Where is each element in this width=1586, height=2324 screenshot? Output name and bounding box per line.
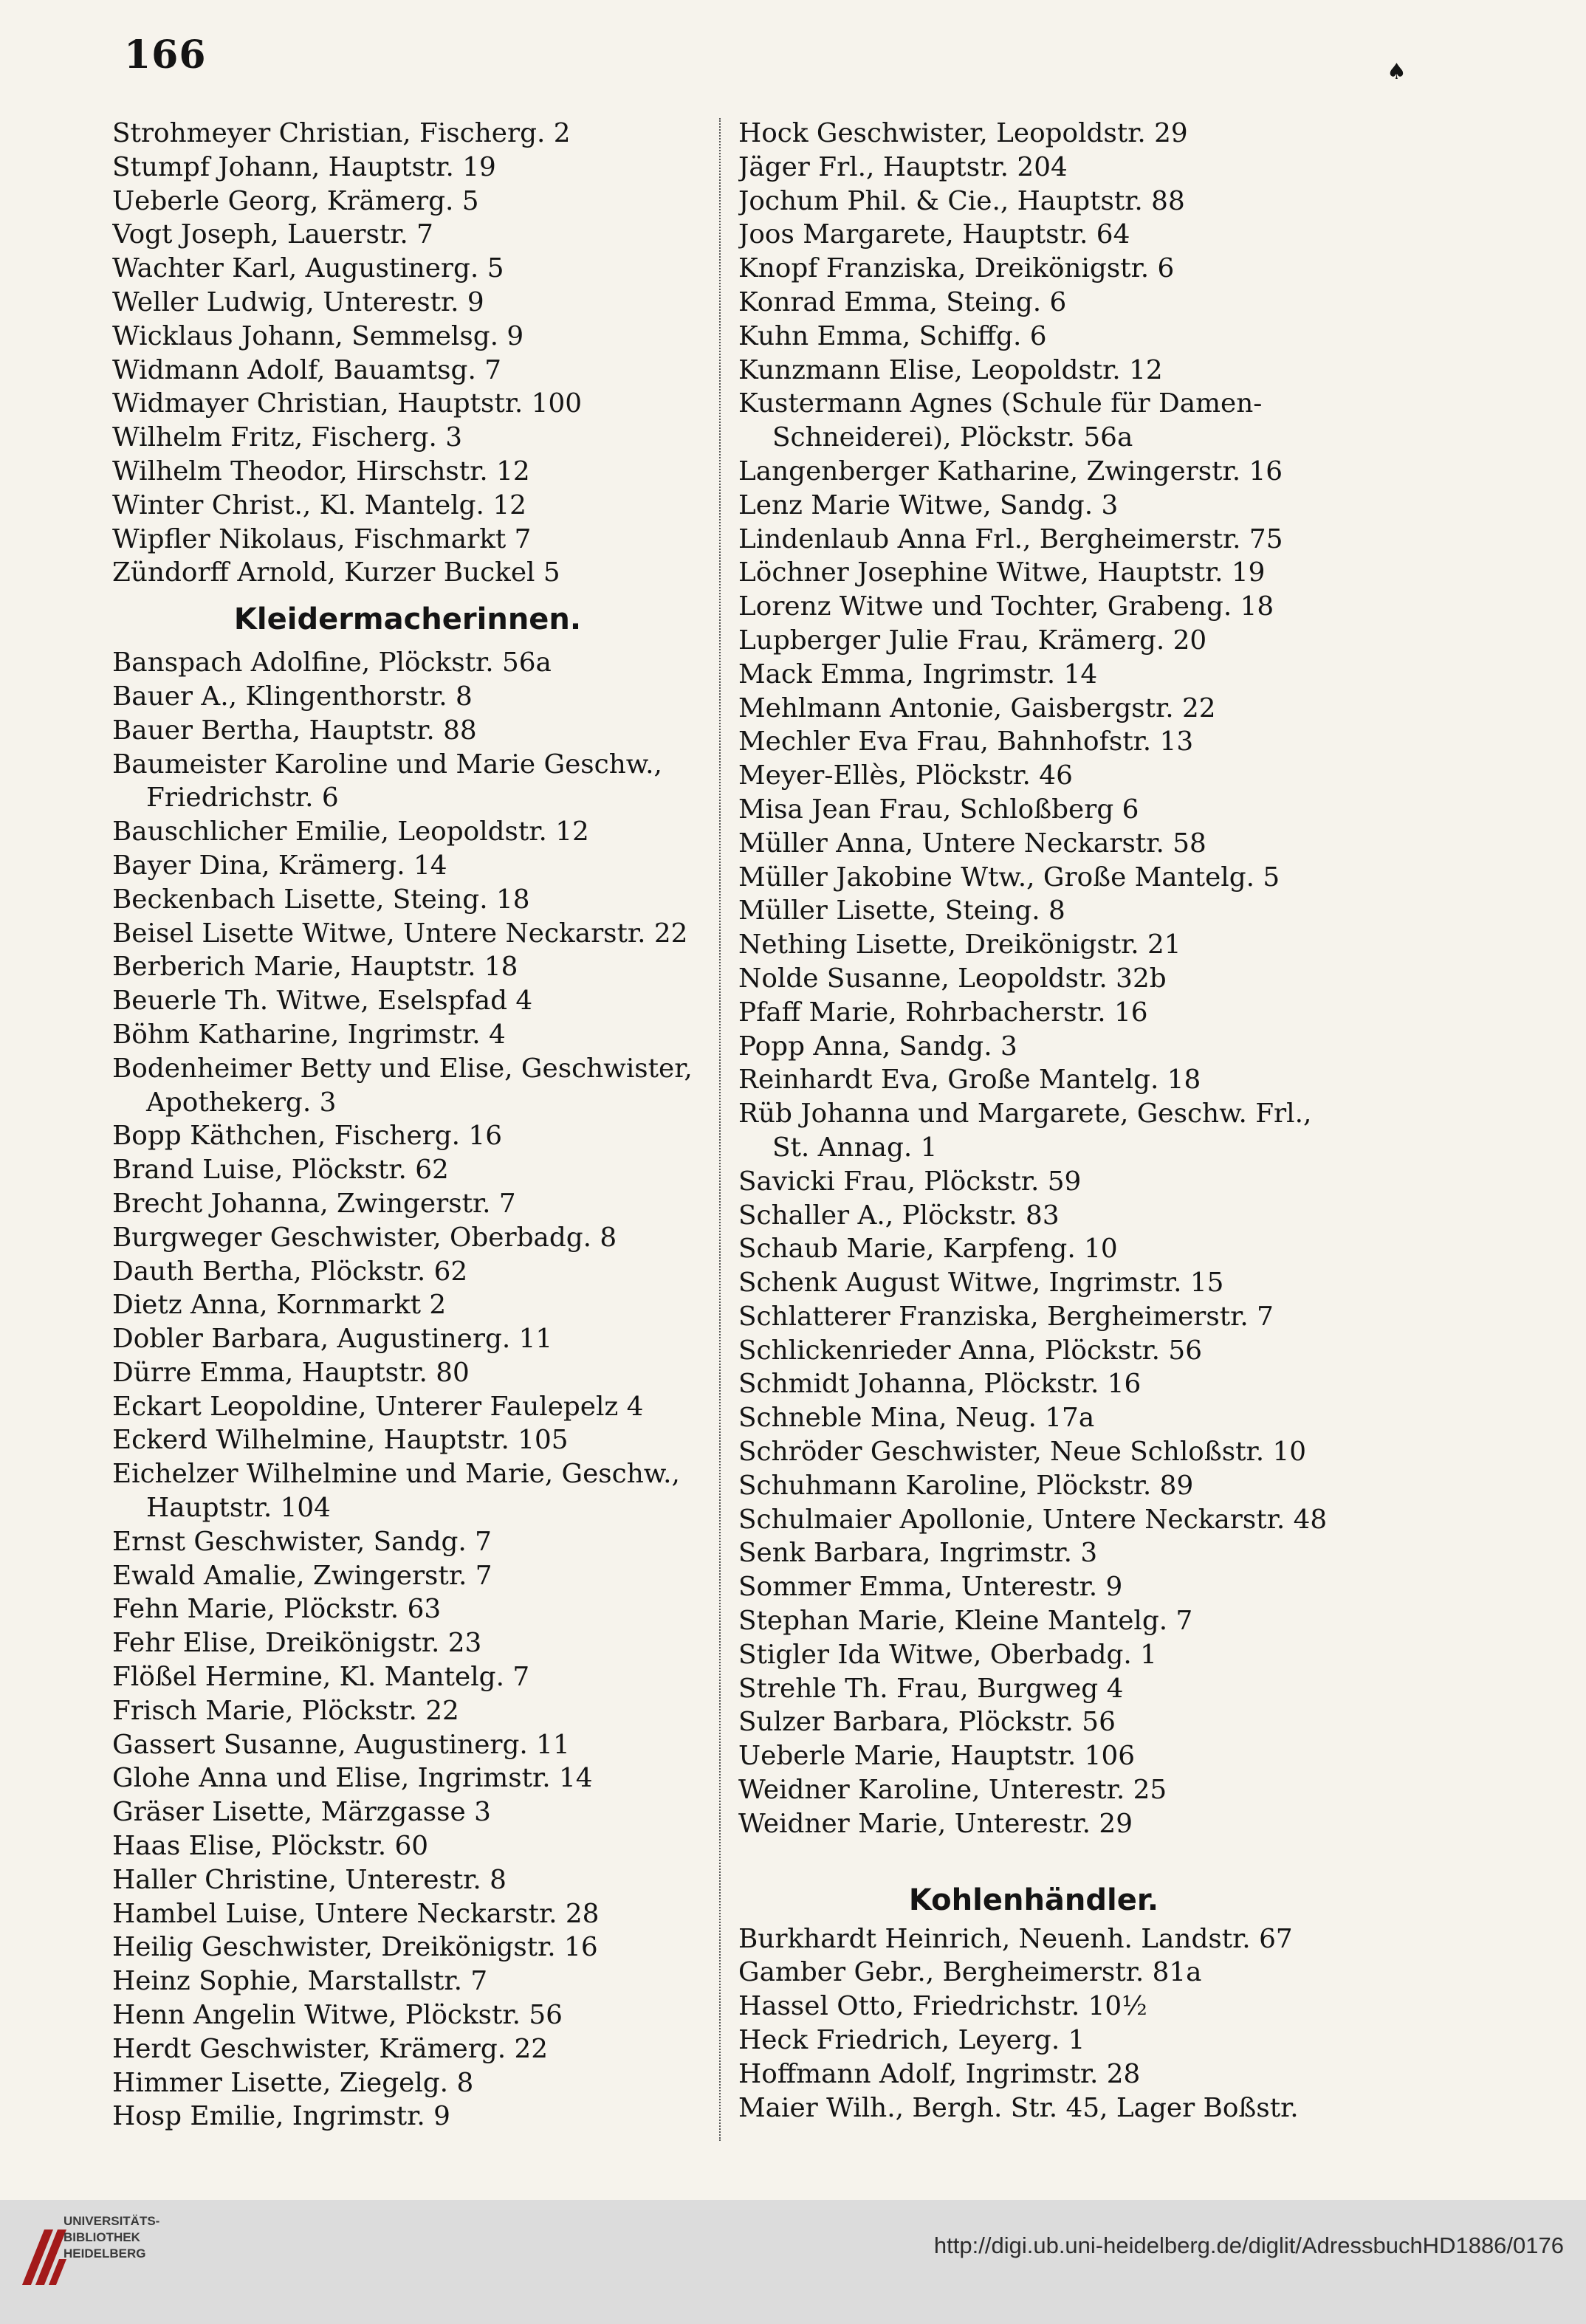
library-name bbox=[63, 2213, 159, 2262]
directory-entry: Beisel Lisette Witwe, Untere Neckarstr. 22 bbox=[112, 918, 688, 949]
directory-entry: Gamber Gebr., Bergheimerstr. 81a bbox=[738, 1957, 1202, 1988]
directory-entry: Fehn Marie, Plöckstr. 63 bbox=[112, 1594, 442, 1625]
directory-entry: Kunzmann Elise, Leopoldstr. 12 bbox=[738, 354, 1163, 385]
directory-entry: Stigler Ida Witwe, Oberbadg. 1 bbox=[738, 1639, 1157, 1670]
library-name-line-3: HEIDELBERG bbox=[63, 2246, 146, 2261]
directory-entry: Banspach Adolfine, Plöckstr. 56a bbox=[112, 647, 552, 678]
directory-entry: Knopf Franziska, Dreikönigstr. 6 bbox=[738, 253, 1175, 284]
directory-entry: Weller Ludwig, Unterestr. 9 bbox=[112, 286, 484, 317]
directory-entry: Joos Margarete, Hauptstr. 64 bbox=[738, 219, 1130, 250]
directory-entry-continuation: Hauptstr. 104 bbox=[146, 1493, 331, 1524]
directory-entry: Stephan Marie, Kleine Mantelg. 7 bbox=[738, 1606, 1193, 1637]
directory-entry: Haas Elise, Plöckstr. 60 bbox=[112, 1831, 429, 1862]
directory-entry: Böhm Katharine, Ingrimstr. 4 bbox=[112, 1019, 506, 1050]
directory-entry: Savicki Frau, Plöckstr. 59 bbox=[738, 1166, 1082, 1197]
directory-entry: Baumeister Karoline und Marie Geschw., bbox=[112, 749, 662, 780]
directory-entry: Frisch Marie, Plöckstr. 22 bbox=[112, 1695, 459, 1726]
directory-entry: Ewald Amalie, Zwingerstr. 7 bbox=[112, 1560, 492, 1591]
directory-entry: Misa Jean Frau, Schloßberg 6 bbox=[738, 794, 1139, 825]
directory-entry: Berberich Marie, Hauptstr. 18 bbox=[112, 952, 518, 983]
directory-entry: Widmann Adolf, Bauamtsg. 7 bbox=[112, 354, 501, 385]
directory-entry: Himmer Lisette, Ziegelg. 8 bbox=[112, 2067, 474, 2098]
directory-entry: Vogt Joseph, Lauerstr. 7 bbox=[112, 219, 433, 250]
library-name-line-2: BIBLIOTHEK bbox=[63, 2230, 140, 2244]
directory-entry: Schaller A., Plöckstr. 83 bbox=[738, 1200, 1060, 1231]
directory-entry: Beckenbach Lisette, Steing. 18 bbox=[112, 884, 530, 915]
directory-entry: Gräser Lisette, Märzgasse 3 bbox=[112, 1797, 491, 1828]
directory-entry: Gassert Susanne, Augustinerg. 11 bbox=[112, 1729, 570, 1760]
directory-entry: Henn Angelin Witwe, Plöckstr. 56 bbox=[112, 2000, 563, 2031]
source-url[interactable]: http://digi.ub.uni-heidelberg.de/diglit/AdressbuchHD1886/0176 bbox=[933, 2232, 1564, 2258]
directory-entry: Bopp Käthchen, Fischerg. 16 bbox=[112, 1121, 502, 1152]
directory-entry: Reinhardt Eva, Große Mantelg. 18 bbox=[738, 1065, 1201, 1096]
directory-entry-continuation: Friedrichstr. 6 bbox=[146, 783, 339, 814]
directory-entry: Nolde Susanne, Leopoldstr. 32b bbox=[738, 963, 1167, 994]
directory-entry: Glohe Anna und Elise, Ingrimstr. 14 bbox=[112, 1763, 593, 1794]
directory-entry: Winter Christ., Kl. Mantelg. 12 bbox=[112, 489, 526, 520]
page-mark: ♠ bbox=[1387, 59, 1407, 85]
directory-entry: Lupberger Julie Frau, Krämerg. 20 bbox=[738, 625, 1207, 656]
library-name-line-1: UNIVERSITÄTS- bbox=[63, 2214, 160, 2228]
directory-entry: Beuerle Th. Witwe, Eselspfad 4 bbox=[112, 986, 533, 1017]
directory-entry: Dürre Emma, Hauptstr. 80 bbox=[112, 1357, 470, 1388]
directory-entry: Hosp Emilie, Ingrimstr. 9 bbox=[112, 2101, 450, 2132]
directory-entry: Jochum Phil. & Cie., Hauptstr. 88 bbox=[738, 185, 1185, 216]
directory-entry: Langenberger Katharine, Zwingerstr. 16 bbox=[738, 455, 1283, 487]
directory-entry: Schlickenrieder Anna, Plöckstr. 56 bbox=[738, 1335, 1202, 1366]
directory-entry: Löchner Josephine Witwe, Hauptstr. 19 bbox=[738, 557, 1266, 588]
directory-entry: Haller Christine, Unterestr. 8 bbox=[112, 1864, 507, 1895]
left-column bbox=[112, 117, 747, 2134]
directory-entry: Eckart Leopoldine, Unterer Faulepelz 4 bbox=[112, 1391, 644, 1422]
directory-entry: Wilhelm Fritz, Fischerg. 3 bbox=[112, 422, 462, 453]
directory-entry: Meyer-Ellès, Plöckstr. 46 bbox=[738, 760, 1073, 791]
directory-entry: Ernst Geschwister, Sandg. 7 bbox=[112, 1526, 492, 1557]
directory-entry: Flößel Hermine, Kl. Mantelg. 7 bbox=[112, 1662, 530, 1693]
directory-entry: Brand Luise, Plöckstr. 62 bbox=[112, 1155, 449, 1186]
directory-entry: Müller Anna, Untere Neckarstr. 58 bbox=[738, 828, 1206, 859]
directory-entry: Hoffmann Adolf, Ingrimstr. 28 bbox=[738, 2058, 1141, 2089]
directory-entry-continuation: St. Annag. 1 bbox=[772, 1132, 938, 1163]
directory-entry: Lenz Marie Witwe, Sandg. 3 bbox=[738, 489, 1119, 520]
directory-entry: Hambel Luise, Untere Neckarstr. 28 bbox=[112, 1898, 600, 1929]
directory-entry: Sulzer Barbara, Plöckstr. 56 bbox=[738, 1707, 1116, 1738]
directory-entry: Heinz Sophie, Marstallstr. 7 bbox=[112, 1966, 488, 1997]
directory-entry: Stumpf Johann, Hauptstr. 19 bbox=[112, 151, 496, 182]
directory-entry: Bayer Dina, Krämerg. 14 bbox=[112, 850, 447, 881]
directory-entry: Schaub Marie, Karpfeng. 10 bbox=[738, 1234, 1118, 1265]
directory-entry: Schenk August Witwe, Ingrimstr. 15 bbox=[738, 1268, 1224, 1299]
directory-entry: Sommer Emma, Unterestr. 9 bbox=[738, 1572, 1123, 1603]
directory-entry: Brecht Johanna, Zwingerstr. 7 bbox=[112, 1188, 516, 1219]
section-heading: Kleidermacherinnen. bbox=[233, 602, 582, 637]
directory-entry: Schneble Mina, Neug. 17a bbox=[738, 1403, 1095, 1434]
directory-entry: Herdt Geschwister, Krämerg. 22 bbox=[112, 2033, 549, 2064]
page-number: 166 bbox=[124, 32, 207, 78]
directory-entry: Jäger Frl., Hauptstr. 204 bbox=[738, 151, 1068, 182]
directory-entry: Eichelzer Wilhelmine und Marie, Geschw., bbox=[112, 1459, 680, 1490]
directory-entry: Weidner Karoline, Unterestr. 25 bbox=[738, 1775, 1167, 1806]
directory-entry: Lindenlaub Anna Frl., Bergheimerstr. 75 bbox=[738, 523, 1283, 554]
directory-entry: Konrad Emma, Steing. 6 bbox=[738, 286, 1067, 317]
directory-entry: Maier Wilh., Bergh. Str. 45, Lager Boßstr. bbox=[738, 2092, 1299, 2123]
directory-entry: Mack Emma, Ingrimstr. 14 bbox=[738, 659, 1098, 690]
directory-entry: Eckerd Wilhelmine, Hauptstr. 105 bbox=[112, 1425, 569, 1456]
directory-entry: Heilig Geschwister, Dreikönigstr. 16 bbox=[112, 1932, 598, 1963]
directory-entry: Wipfler Nikolaus, Fischmarkt 7 bbox=[112, 523, 532, 554]
directory-entry: Popp Anna, Sandg. 3 bbox=[738, 1031, 1017, 1062]
directory-entry: Rüb Johanna und Margarete, Geschw. Frl., bbox=[738, 1099, 1312, 1130]
directory-entry: Bauer A., Klingenthorstr. 8 bbox=[112, 681, 473, 712]
directory-entry: Wicklaus Johann, Semmelsg. 9 bbox=[112, 320, 524, 351]
directory-entry: Weidner Marie, Unterestr. 29 bbox=[738, 1808, 1133, 1839]
directory-entry: Pfaff Marie, Rohrbacherstr. 16 bbox=[738, 997, 1148, 1028]
directory-entry: Wilhelm Theodor, Hirschstr. 12 bbox=[112, 455, 530, 487]
directory-entry: Hassel Otto, Friedrichstr. 10½ bbox=[738, 1991, 1147, 2022]
directory-entry: Schuhmann Karoline, Plöckstr. 89 bbox=[738, 1470, 1194, 1501]
directory-entry: Ueberle Georg, Krämerg. 5 bbox=[112, 185, 479, 216]
directory-entry: Mechler Eva Frau, Bahnhofstr. 13 bbox=[738, 726, 1194, 757]
directory-entry-continuation: Apothekerg. 3 bbox=[146, 1087, 337, 1118]
section-heading: Kohlenhändler. bbox=[908, 1883, 1159, 1917]
directory-entry: Burgweger Geschwister, Oberbadg. 8 bbox=[112, 1222, 617, 1253]
directory-entry: Senk Barbara, Ingrimstr. 3 bbox=[738, 1538, 1098, 1569]
directory-entry: Bauer Bertha, Hauptstr. 88 bbox=[112, 715, 477, 746]
directory-entry: Heck Friedrich, Leyerg. 1 bbox=[738, 2025, 1085, 2056]
directory-entry: Wachter Karl, Augustinerg. 5 bbox=[112, 253, 504, 284]
directory-entry: Bauschlicher Emilie, Leopoldstr. 12 bbox=[112, 817, 589, 848]
directory-entry: Schlatterer Franziska, Bergheimerstr. 7 bbox=[738, 1301, 1274, 1332]
directory-entry: Ueberle Marie, Hauptstr. 106 bbox=[738, 1741, 1136, 1772]
directory-entry: Strohmeyer Christian, Fischerg. 2 bbox=[112, 118, 571, 148]
directory-entry: Zündorff Arnold, Kurzer Buckel 5 bbox=[112, 557, 560, 588]
directory-entry: Schmidt Johanna, Plöckstr. 16 bbox=[738, 1369, 1142, 1400]
column-divider bbox=[719, 118, 721, 2141]
directory-entry: Dauth Bertha, Plöckstr. 62 bbox=[112, 1256, 468, 1287]
directory-entry: Widmayer Christian, Hauptstr. 100 bbox=[112, 388, 583, 419]
directory-entry: Dietz Anna, Kornmarkt 2 bbox=[112, 1290, 447, 1321]
directory-entry: Fehr Elise, Dreikönigstr. 23 bbox=[112, 1628, 482, 1659]
directory-entry: Schröder Geschwister, Neue Schloßstr. 10 bbox=[738, 1437, 1307, 1468]
directory-entry: Burkhardt Heinrich, Neuenh. Landstr. 67 bbox=[738, 1923, 1293, 1954]
directory-entry: Strehle Th. Frau, Burgweg 4 bbox=[738, 1673, 1124, 1704]
viewer-footer bbox=[0, 2200, 1586, 2324]
directory-entry: Schulmaier Apollonie, Untere Neckarstr. 48 bbox=[738, 1504, 1328, 1535]
directory-entry: Müller Jakobine Wtw., Große Mantelg. 5 bbox=[738, 862, 1280, 893]
directory-entry-continuation: Schneiderei), Plöckstr. 56a bbox=[772, 422, 1133, 453]
directory-entry: Bodenheimer Betty und Elise, Geschwister, bbox=[112, 1053, 693, 1084]
directory-entry: Lorenz Witwe und Tochter, Grabeng. 18 bbox=[738, 591, 1274, 622]
directory-entry: Dobler Barbara, Augustinerg. 11 bbox=[112, 1324, 553, 1355]
directory-entry: Müller Lisette, Steing. 8 bbox=[738, 895, 1065, 926]
directory-entry: Kuhn Emma, Schiffg. 6 bbox=[738, 320, 1047, 351]
directory-entry: Nething Lisette, Dreikönigstr. 21 bbox=[738, 929, 1181, 960]
directory-entry: Hock Geschwister, Leopoldstr. 29 bbox=[738, 118, 1188, 148]
directory-entry: Kustermann Agnes (Schule für Damen- bbox=[738, 388, 1263, 419]
directory-entry: Mehlmann Antonie, Gaisbergstr. 22 bbox=[738, 692, 1216, 723]
right-column bbox=[732, 117, 1359, 2125]
